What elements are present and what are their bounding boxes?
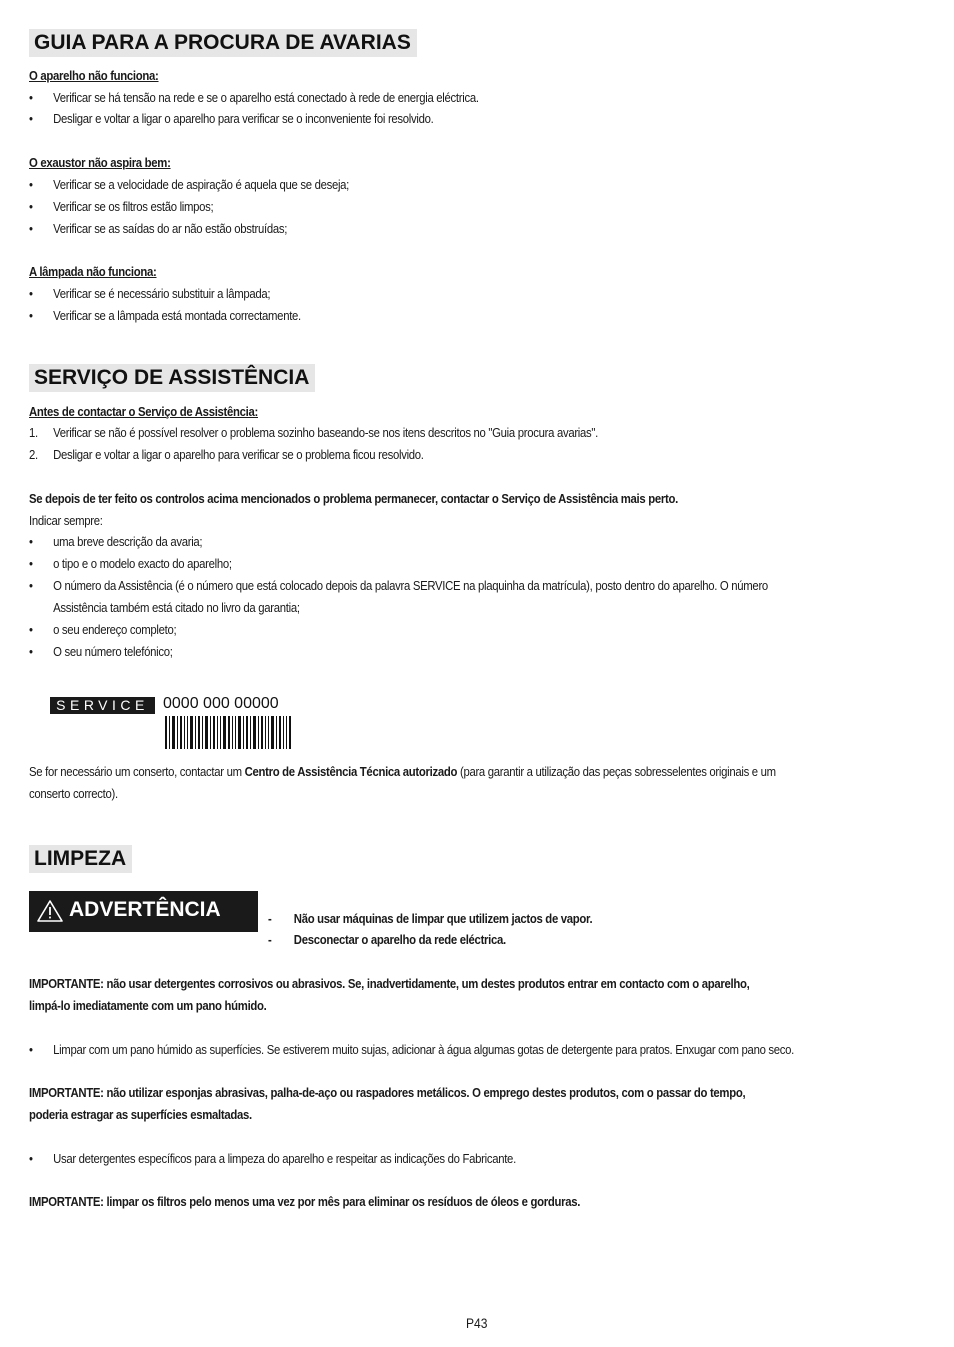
list-item: • Usar detergentes específicos para a limpeza do aparelho e respeitar as indicações do Fabricante. <box>29 1151 516 1166</box>
numbered-item: 2. Desligar e voltar a ligar o aparelho para verificar se o problema ficou resolvido. <box>29 447 424 462</box>
list-item: • Verificar se há tensão na rede e se o aparelho está conectado à rede de energia eléctrica. <box>29 90 479 105</box>
list-item-continuation: Assistência também está citado no livro da garantia; <box>53 600 300 615</box>
warning-item: - Não usar máquinas de limpar que utilizem jactos de vapor. <box>268 911 593 926</box>
list-item: • O número da Assistência (é o número que está colocado depois da palavra SERVICE na plaquinha da matrícula), posto dentro do aparelho. O número <box>29 578 768 593</box>
service-bold-paragraph: Se depois de ter feito os controlos acima mencionados o problema permanecer, contactar o Serviço de Assistência mais perto. <box>29 491 678 506</box>
group-heading: A lâmpada não funciona: <box>29 264 157 279</box>
list-item: • Verificar se a lâmpada está montada correctamente. <box>29 308 301 323</box>
list-item: • O seu número telefónico; <box>29 644 173 659</box>
important-note-3: IMPORTANTE: limpar os filtros pelo menos uma vez por mês para eliminar os resíduos de óleos e gorduras. <box>29 1194 581 1209</box>
section-title-troubleshooting: GUIA PARA A PROCURA DE AVARIAS <box>29 29 417 57</box>
important-note-2: IMPORTANTE: não utilizar esponjas abrasivas, palha-de-aço ou raspadores metálicos. O emprego destes produtos, com o passar do tempo, <box>29 1085 746 1100</box>
numbered-item: 1. Verificar se não é possível resolver o problema sozinho baseando-se nos itens descritos no "Guia procura avarias". <box>29 425 598 440</box>
barcode-image <box>165 716 293 749</box>
section-title-cleaning: LIMPEZA <box>29 845 132 873</box>
list-item: • uma breve descrição da avaria; <box>29 534 203 549</box>
service-number: 0000 000 00000 <box>163 695 279 712</box>
service-heading: Antes de contactar o Serviço de Assistência: <box>29 404 259 419</box>
service-label: SERVICE <box>50 697 155 714</box>
page-number: P43 <box>466 1315 488 1331</box>
repair-paragraph-cont: conserto correcto). <box>29 786 118 801</box>
warning-triangle-icon <box>37 900 63 922</box>
list-item: • Verificar se os filtros estão limpos; <box>29 199 214 214</box>
list-item: • o tipo e o modelo exacto do aparelho; <box>29 556 232 571</box>
group-heading: O aparelho não funciona: <box>29 68 159 83</box>
group-heading: O exaustor não aspira bem: <box>29 155 171 170</box>
repair-paragraph: Se for necessário um conserto, contactar um Centro de Assistência Técnica autorizado (para garantir a utilização das peças sobresselentes originais e um <box>29 764 776 779</box>
indicate-label: Indicar sempre: <box>29 513 103 528</box>
list-item: • o seu endereço completo; <box>29 622 177 637</box>
list-item: • Verificar se é necessário substituir a lâmpada; <box>29 286 271 301</box>
warning-label: ADVERTÊNCIA <box>69 898 221 921</box>
list-item: • Desligar e voltar a ligar o aparelho para verificar se o inconveniente foi resolvido. <box>29 111 434 126</box>
important-note-1: IMPORTANTE: não usar detergentes corrosivos ou abrasivos. Se, inadvertidamente, um destes produtos entrar em contacto com o aparelho, <box>29 976 750 991</box>
warning-box <box>29 891 258 932</box>
list-item: • Limpar com um pano húmido as superfícies. Se estiverem muito sujas, adicionar à água algumas gotas de detergente para pratos. Enxugar com pano seco. <box>29 1042 795 1057</box>
important-note-2-cont: poderia estragar as superfícies esmaltadas. <box>29 1107 252 1122</box>
list-item: • Verificar se as saídas do ar não estão obstruídas; <box>29 221 288 236</box>
section-title-service: SERVIÇO DE ASSISTÊNCIA <box>29 364 315 392</box>
warning-item: - Desconectar o aparelho da rede eléctrica. <box>268 932 506 947</box>
list-item: • Verificar se a velocidade de aspiração é aquela que se deseja; <box>29 177 350 192</box>
important-note-1-cont: limpá-lo imediatamente com um pano húmido. <box>29 998 267 1013</box>
